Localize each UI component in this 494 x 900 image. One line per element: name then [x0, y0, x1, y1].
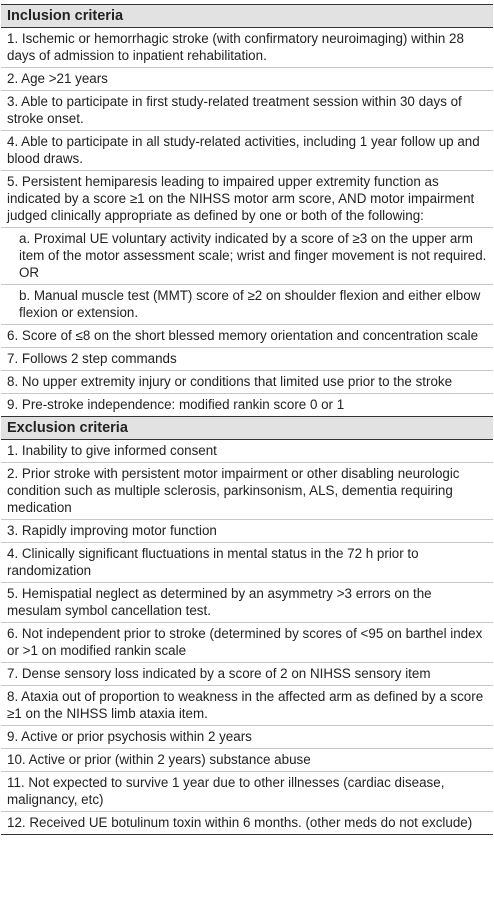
inclusion-criterion-row: 8. No upper extremity injury or conditions that limited use prior to the stroke: [1, 371, 493, 394]
criteria-table: [1, 4, 493, 835]
inclusion-criterion-row: 9. Pre-stroke independence: modified rankin score 0 or 1: [7, 397, 345, 412]
exclusion-criteria-header: Exclusion criteria: [1, 416, 493, 440]
inclusion-criterion-row: a. Proximal UE voluntary activity indicated by a score of ≥3 on the upper arm item of the motor assessment scale; wrist and finger movement is not required. OR: [1, 228, 493, 285]
exclusion-criterion-row: 11. Not expected to survive 1 year due to other illnesses (cardiac disease, malignancy, etc): [1, 772, 493, 812]
exclusion-criterion-row: 12. Received UE botulinum toxin within 6 months. (other meds do not exclude): [1, 812, 493, 835]
exclusion-criterion-row: 3. Rapidly improving motor function: [1, 520, 493, 543]
inclusion-criterion-row: 7. Follows 2 step commands: [1, 348, 493, 371]
exclusion-criterion-row: 9. Active or prior psychosis within 2 years: [1, 726, 493, 749]
exclusion-criterion-row: 1. Inability to give informed consent: [1, 440, 493, 463]
inclusion-criteria-header: Inclusion criteria: [1, 5, 493, 28]
inclusion-criterion-row: 2. Age >21 years: [1, 68, 493, 91]
exclusion-criterion-row: 6. Not independent prior to stroke (determined by scores of <95 on barthel index or >1 on modified rankin scale: [1, 623, 493, 663]
inclusion-criterion-row: 1. Ischemic or hemorrhagic stroke (with confirmatory neuroimaging) within 28 days of admission to inpatient rehabilitation.: [1, 28, 493, 68]
exclusion-criterion-row: 7. Dense sensory loss indicated by a score of 2 on NIHSS sensory item: [1, 663, 493, 686]
exclusion-criterion-row: 10. Active or prior (within 2 years) substance abuse: [1, 749, 493, 772]
exclusion-criterion-row: 4. Clinically significant fluctuations in mental status in the 72 h prior to randomization: [1, 543, 493, 583]
inclusion-criterion-row: 6. Score of ≤8 on the short blessed memory orientation and concentration scale: [1, 325, 493, 348]
exclusion-criteria-list: [1, 440, 493, 835]
exclusion-criterion-row: 2. Prior stroke with persistent motor impairment or other disabling neurologic condition such as multiple sclerosis, parkinsonism, ALS, dementia requiring medication: [1, 463, 493, 520]
inclusion-criterion-row: 4. Able to participate in all study-related activities, including 1 year follow up and blood draws.: [1, 131, 493, 171]
inclusion-criterion-row: 5. Persistent hemiparesis leading to impaired upper extremity function as indicated by a score ≥1 on the NIHSS motor arm score, AND motor impairment judged clinically appropriate as defined by one or both of the following:: [1, 171, 493, 228]
inclusion-criterion-row: 3. Able to participate in first study-related treatment session within 30 days of stroke onset.: [1, 91, 493, 131]
exclusion-criterion-row: 8. Ataxia out of proportion to weakness in the affected arm as defined by a score ≥1 on the NIHSS limb ataxia item.: [1, 686, 493, 726]
inclusion-criteria-list: [1, 28, 493, 416]
exclusion-criterion-row: 5. Hemispatial neglect as determined by an asymmetry >3 errors on the mesulam symbol cancellation test.: [1, 583, 493, 623]
inclusion-criterion-row: b. Manual muscle test (MMT) score of ≥2 on shoulder flexion and either elbow flexion or extension.: [1, 285, 493, 325]
